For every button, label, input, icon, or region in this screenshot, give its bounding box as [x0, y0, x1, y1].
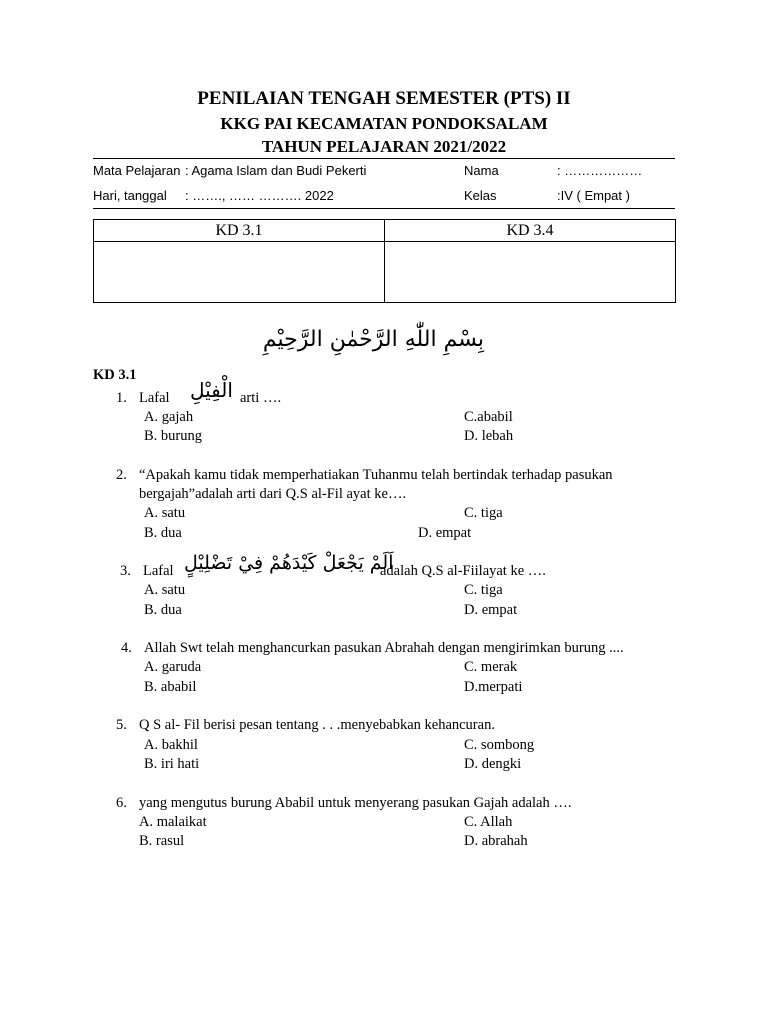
- question-1-option-c: C.ababil: [464, 409, 513, 425]
- question-2-number: 2.: [116, 467, 127, 483]
- question-1-prefix: Lafal: [139, 390, 170, 406]
- subject-value: : Agama Islam dan Budi Pekerti: [185, 163, 367, 178]
- question-5-option-d: D. dengki: [464, 756, 522, 772]
- section-label: KD 3.1: [93, 367, 137, 383]
- question-4-text: Allah Swt telah menghancurkan pasukan Abrahah dengan mengirimkan burung ....: [144, 640, 624, 656]
- question-5-option-c: C. sombong: [464, 737, 535, 753]
- question-1-option-d: D. lebah: [464, 428, 514, 444]
- question-1-number: 1.: [116, 390, 127, 406]
- question-2-option-c: C. tiga: [464, 505, 503, 521]
- kd-col2-header: KD 3.4: [385, 220, 676, 242]
- basmalah: بِسْمِ اللّٰهِ الرَّحْمٰنِ الرَّحِيْمِ: [262, 327, 484, 352]
- kd-score-table: [93, 219, 676, 303]
- question-4-option-c: C. merak: [464, 659, 518, 675]
- date-value: : ……., …… ………. 2022: [185, 188, 334, 203]
- kd-col1-header: KD 3.1: [94, 220, 385, 242]
- question-3-suffix: adalah Q.S al-Fiilayat ke ….: [380, 563, 546, 579]
- question-4-option-a: A. garuda: [144, 659, 202, 675]
- question-4-number: 4.: [121, 640, 132, 656]
- question-6-option-c: C. Allah: [464, 814, 513, 830]
- class-label: Kelas: [464, 188, 497, 203]
- question-3-option-c: C. tiga: [464, 582, 503, 598]
- exam-title: PENILAIAN TENGAH SEMESTER (PTS) II: [197, 88, 571, 109]
- question-1-option-a: A. gajah: [144, 409, 194, 425]
- question-2-text-line1: “Apakah kamu tidak memperhatiakan Tuhanmu telah bertindak terhadap pasukan: [139, 467, 613, 483]
- question-1-option-b: B. burung: [144, 428, 202, 444]
- question-3-option-d: D. empat: [464, 602, 518, 618]
- exam-year: TAHUN PELAJARAN 2021/2022: [261, 137, 507, 156]
- question-6-option-b: B. rasul: [139, 833, 185, 849]
- question-2-text-line2: bergajah”adalah arti dari Q.S al-Fil ayat ke….: [139, 486, 407, 502]
- name-label: Nama: [464, 163, 499, 178]
- header-divider-bottom: [93, 208, 675, 209]
- question-3-option-b: B. dua: [144, 602, 182, 618]
- question-6-option-d: D. abrahah: [464, 833, 528, 849]
- kd-col2-score-cell: [385, 242, 676, 303]
- header-divider-top: [93, 158, 675, 159]
- question-6-option-a: A. malaikat: [139, 814, 207, 830]
- class-value: :IV ( Empat ): [557, 188, 630, 203]
- subject-label: Mata Pelajaran: [93, 163, 181, 178]
- question-1-arabic: الْفِيْلِ: [190, 378, 233, 402]
- kd-col1-score-cell: [94, 242, 385, 303]
- question-2-option-b: B. dua: [144, 525, 182, 541]
- question-3-option-a: A. satu: [144, 582, 186, 598]
- question-6-text: yang mengutus burung Ababil untuk menyerang pasukan Gajah adalah ….: [139, 795, 572, 811]
- question-2-option-d: D. empat: [418, 525, 472, 541]
- question-4-option-d: D.merpati: [464, 679, 523, 695]
- question-5-option-a: A. bakhil: [144, 737, 198, 753]
- question-4-option-b: B. ababil: [144, 679, 197, 695]
- question-5-option-b: B. iri hati: [144, 756, 200, 772]
- date-label: Hari, tanggal: [93, 188, 167, 203]
- question-1-suffix: arti ….: [240, 390, 282, 406]
- question-5-text: Q S al- Fil berisi pesan tentang . . .menyebabkan kehancuran.: [139, 717, 495, 733]
- question-2-option-a: A. satu: [144, 505, 186, 521]
- exam-subtitle: KKG PAI KECAMATAN PONDOKSALAM: [220, 114, 548, 133]
- question-6-number: 6.: [116, 795, 127, 811]
- name-value: : ………………: [557, 163, 643, 178]
- question-3-arabic: اَلَمْ يَجْعَلْ كَيْدَهُمْ فِيْ تَضْلِيْلٍ: [184, 552, 394, 574]
- question-3-number: 3.: [120, 563, 131, 579]
- question-3-prefix: Lafal: [143, 563, 174, 579]
- question-5-number: 5.: [116, 717, 127, 733]
